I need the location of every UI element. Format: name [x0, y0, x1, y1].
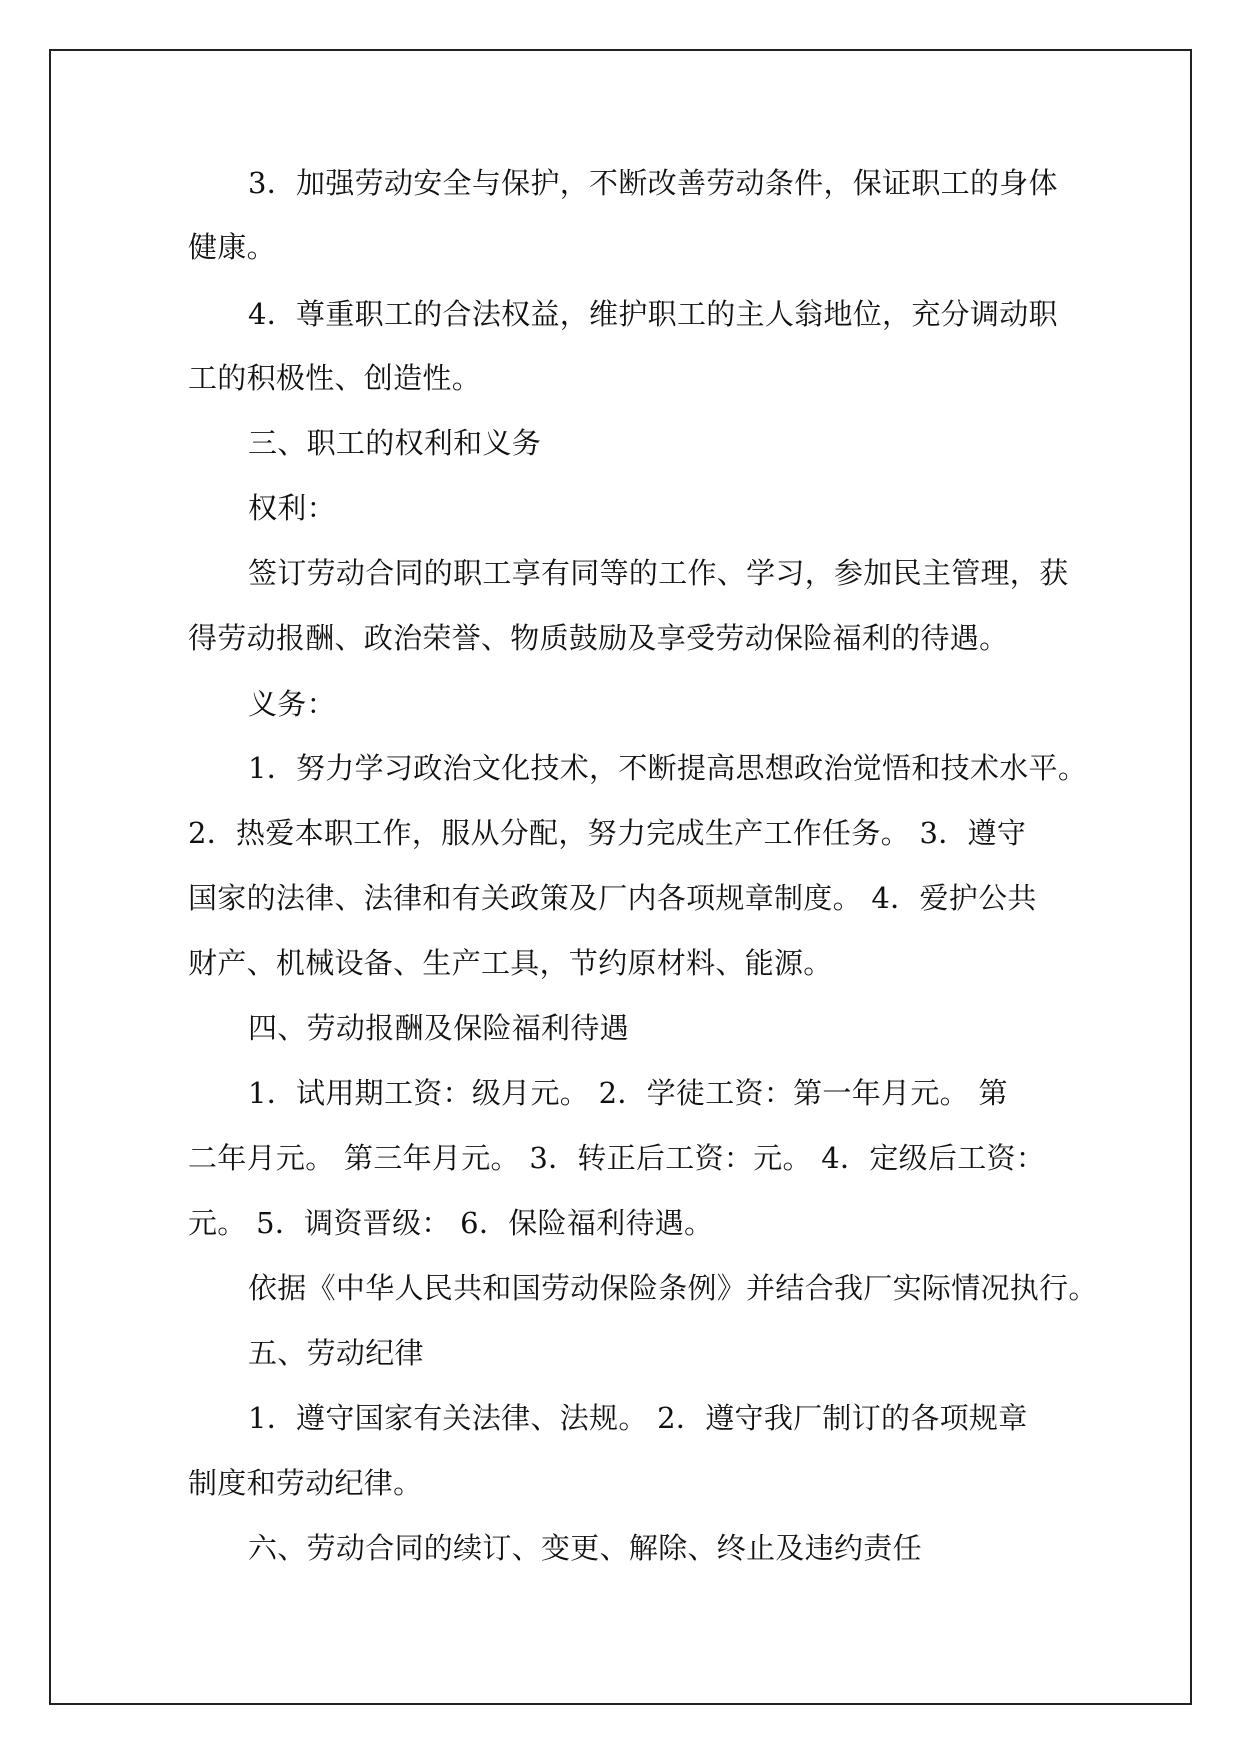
text-line: 二年月元。 第三年月元。 3．转正后工资：元。 4．定级后工资：	[188, 1141, 1046, 1175]
section-heading: 三、职工的权利和义务	[248, 426, 542, 460]
text-line: 工的积极性、创造性。	[188, 361, 482, 395]
text-line: 1．试用期工资：级月元。 2．学徒工资：第一年月元。 第	[248, 1076, 1008, 1110]
text-line: 健康。	[188, 230, 276, 264]
text-line: 1．遵守国家有关法律、法规。 2．遵守我厂制订的各项规章	[248, 1401, 1028, 1435]
text-line: 签订劳动合同的职工享有同等的工作、学习，参加民主管理，获	[248, 556, 1069, 590]
section-heading: 六、劳动合同的续订、变更、解除、终止及违约责任	[248, 1531, 922, 1565]
text-line: 1．努力学习政治文化技术，不断提高思想政治觉悟和技术水平。	[248, 751, 1088, 785]
text-line: 2．热爱本职工作，服从分配，努力完成生产工作任务。 3．遵守	[188, 816, 1027, 850]
text-line: 依据《中华人民共和国劳动保险条例》并结合我厂实际情况执行。	[248, 1271, 1098, 1305]
text-line: 权利：	[248, 491, 336, 525]
text-line: 国家的法律、法律和有关政策及厂内各项规章制度。 4．爱护公共	[188, 881, 1037, 915]
text-line: 财产、机械设备、生产工具，节约原材料、能源。	[188, 946, 833, 980]
text-line: 得劳动报酬、政治荣誉、物质鼓励及享受劳动保险福利的待遇。	[188, 621, 1009, 655]
section-heading: 五、劳动纪律	[248, 1336, 424, 1370]
text-line: 3．加强劳动安全与保护，不断改善劳动条件，保证职工的身体	[248, 166, 1058, 200]
text-line: 义务：	[248, 687, 336, 721]
text-line: 元。 5．调资晋级： 6．保险福利待遇。	[188, 1206, 714, 1240]
text-line: 制度和劳动纪律。	[188, 1466, 423, 1500]
section-heading: 四、劳动报酬及保险福利待遇	[248, 1011, 629, 1045]
text-line: 4．尊重职工的合法权益，维护职工的主人翁地位，充分调动职	[248, 297, 1058, 331]
